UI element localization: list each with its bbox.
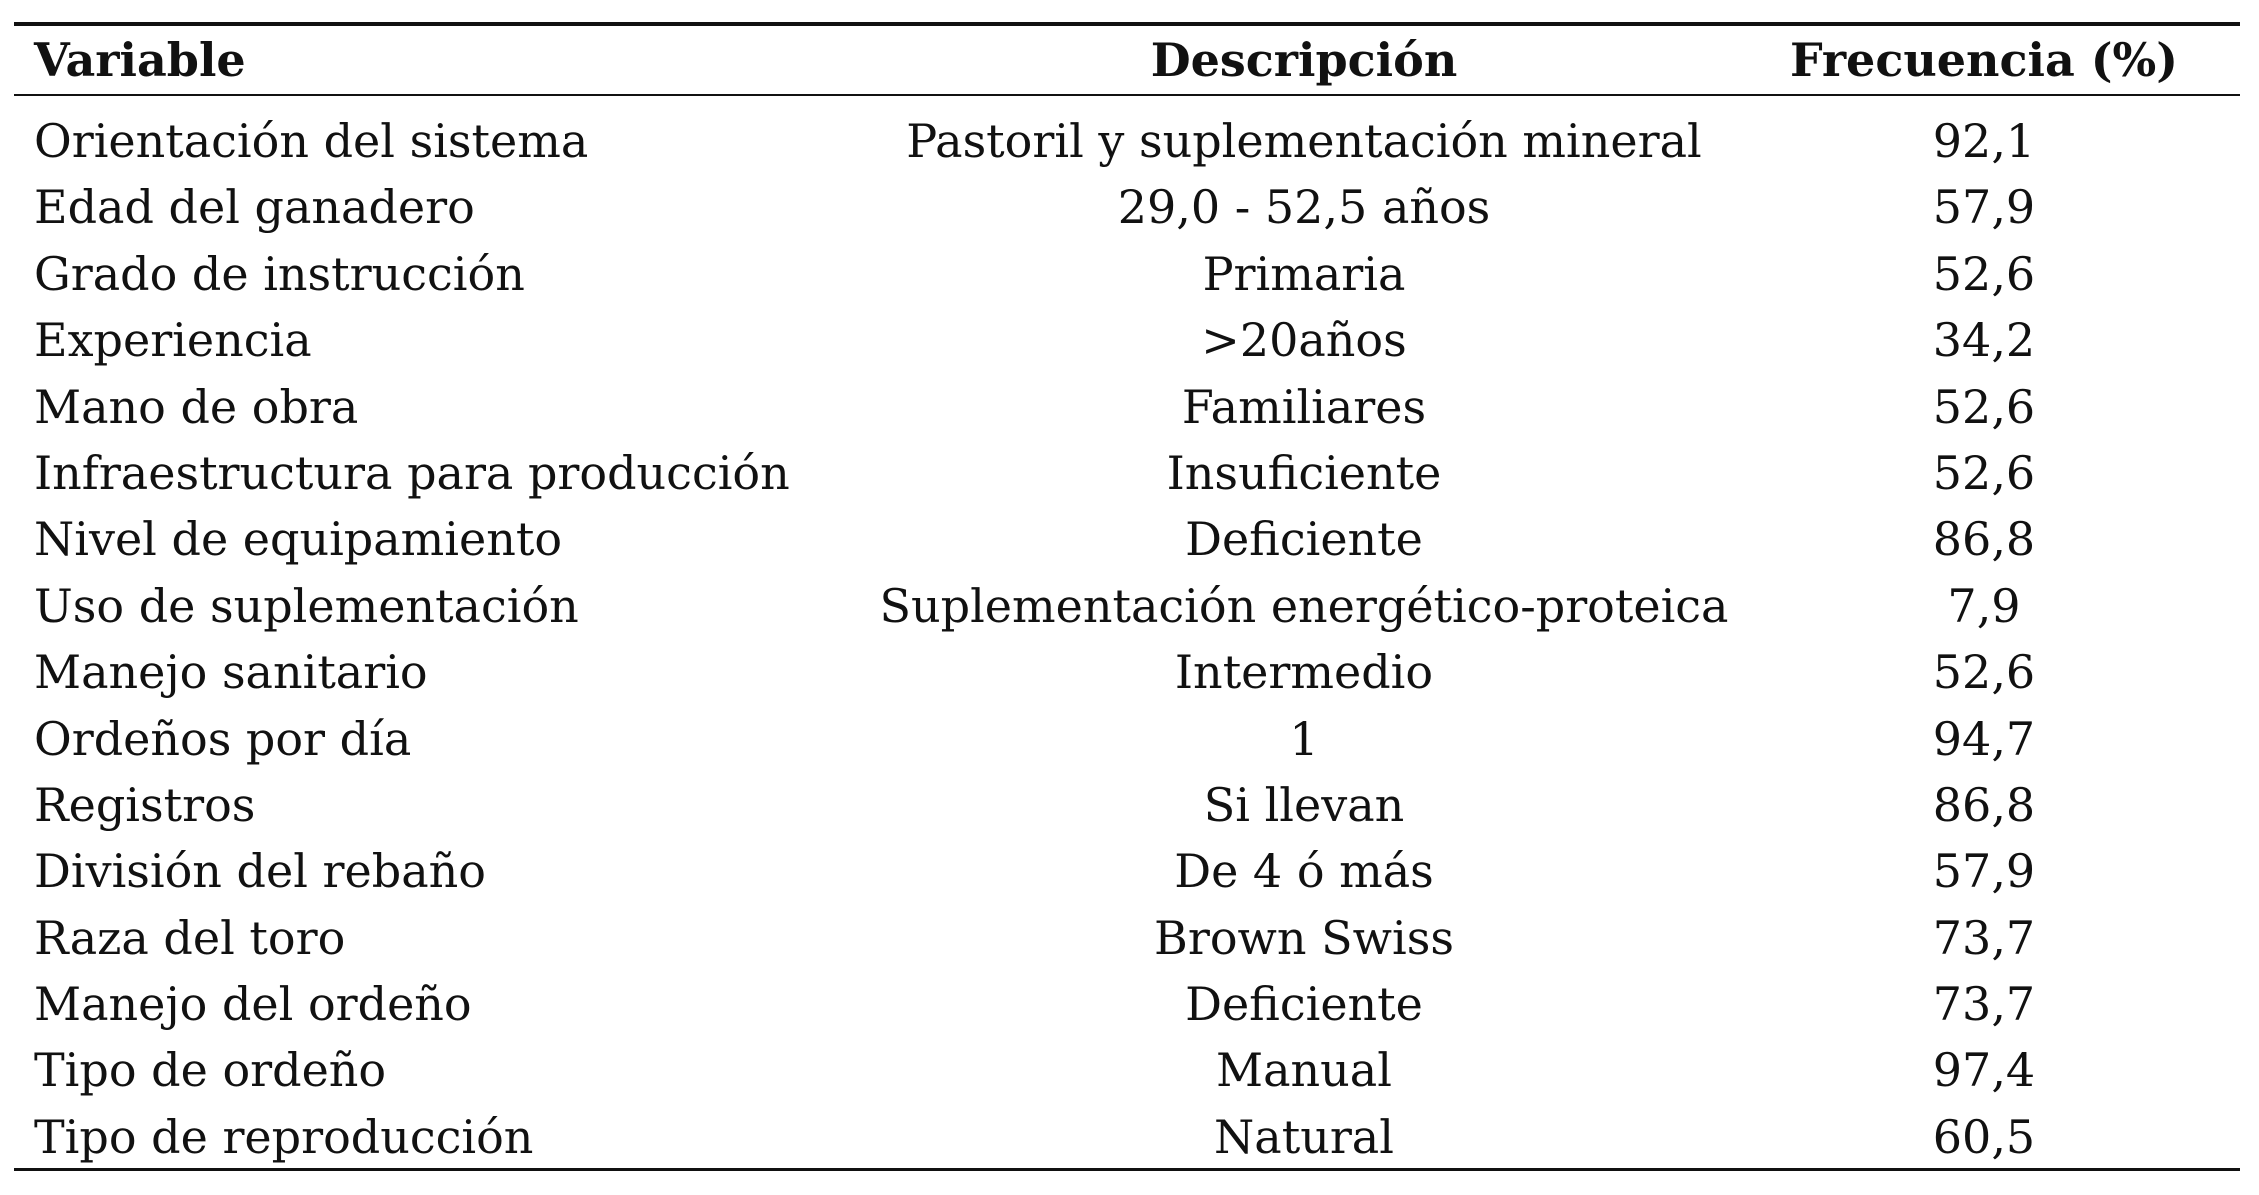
table-body <box>14 108 2240 1170</box>
table-row <box>14 573 2240 639</box>
cell-descripcion: Si llevan <box>1203 777 1405 832</box>
cell-frecuencia: 94,7 <box>1932 711 2036 766</box>
cell-descripcion: 1 <box>1289 711 1319 766</box>
cell-descripcion: De 4 ó más <box>1174 844 1434 899</box>
table-row <box>14 506 2240 572</box>
cell-variable: Nivel de equipamiento <box>34 512 563 567</box>
cell-descripcion: Brown Swiss <box>1154 910 1454 965</box>
cell-descripcion: Natural <box>1214 1109 1394 1164</box>
cell-descripcion: Deficiente <box>1185 512 1423 567</box>
table-row <box>14 1037 2240 1103</box>
table-row <box>14 174 2240 240</box>
cell-descripcion: Familiares <box>1181 379 1427 434</box>
cell-frecuencia: 34,2 <box>1932 313 2036 368</box>
table-row <box>14 905 2240 971</box>
cell-variable: Manejo del ordeño <box>34 977 472 1032</box>
table-row <box>14 971 2240 1037</box>
table-row <box>14 772 2240 838</box>
cell-variable: Infraestructura para producción <box>34 445 790 500</box>
header-frecuencia: Frecuencia (%) <box>1789 33 2179 87</box>
table-row <box>14 374 2240 440</box>
cell-variable: Grado de instrucción <box>34 246 525 301</box>
cell-frecuencia: 57,9 <box>1932 180 2036 235</box>
bottom-rule <box>14 1168 2240 1171</box>
table-row <box>14 108 2240 174</box>
table-row <box>14 307 2240 373</box>
cell-descripcion: Pastoril y suplementación mineral <box>906 114 1702 168</box>
cell-frecuencia: 86,8 <box>1932 777 2036 832</box>
cell-variable: Raza del toro <box>34 910 346 965</box>
cell-descripcion: Manual <box>1216 1043 1392 1098</box>
cell-descripcion: Primaria <box>1202 246 1406 301</box>
cell-variable: Uso de suplementación <box>34 578 579 633</box>
cell-frecuencia: 52,6 <box>1932 246 2036 301</box>
table-row <box>14 639 2240 705</box>
cell-variable: Orientación del sistema <box>34 114 589 168</box>
header-variable: Variable <box>34 33 246 87</box>
cell-variable: Tipo de ordeño <box>34 1043 387 1098</box>
top-rule <box>14 22 2240 26</box>
table-header-row <box>14 28 2240 92</box>
cell-descripcion: Deficiente <box>1185 977 1423 1032</box>
table-row <box>14 440 2240 506</box>
cell-variable: Ordeños por día <box>34 711 412 766</box>
cell-frecuencia: 52,6 <box>1932 645 2036 700</box>
cell-variable: División del rebaño <box>34 844 486 899</box>
cell-frecuencia: 60,5 <box>1932 1109 2036 1164</box>
table-row <box>14 241 2240 307</box>
cell-frecuencia: 7,9 <box>1947 578 2021 633</box>
header-descripcion: Descripción <box>1150 33 1458 87</box>
cell-descripcion: 29,0 - 52,5 años <box>1117 180 1491 235</box>
table-row <box>14 1104 2240 1170</box>
cell-variable: Registros <box>34 777 256 832</box>
cell-frecuencia: 52,6 <box>1932 445 2036 500</box>
table-row <box>14 706 2240 772</box>
cell-frecuencia: 86,8 <box>1932 512 2036 567</box>
cell-descripcion: >20años <box>1201 313 1407 368</box>
cell-frecuencia: 52,6 <box>1932 379 2036 434</box>
table-row <box>14 838 2240 904</box>
cell-descripcion: Intermedio <box>1174 645 1434 700</box>
cell-variable: Manejo sanitario <box>34 645 428 700</box>
header-rule <box>14 94 2240 96</box>
cell-frecuencia: 97,4 <box>1932 1043 2036 1098</box>
cell-frecuencia: 73,7 <box>1932 977 2036 1032</box>
cell-variable: Tipo de reproducción <box>34 1109 534 1164</box>
cell-frecuencia: 73,7 <box>1932 910 2036 965</box>
cell-descripcion: Insuficiente <box>1166 445 1442 500</box>
cell-variable: Experiencia <box>34 313 312 368</box>
cell-frecuencia: 57,9 <box>1932 844 2036 899</box>
cell-variable: Mano de obra <box>34 379 359 434</box>
cell-frecuencia: 92,1 <box>1932 114 2036 168</box>
cell-descripcion: Suplementación energético-proteica <box>879 578 1729 633</box>
cell-variable: Edad del ganadero <box>34 180 475 235</box>
